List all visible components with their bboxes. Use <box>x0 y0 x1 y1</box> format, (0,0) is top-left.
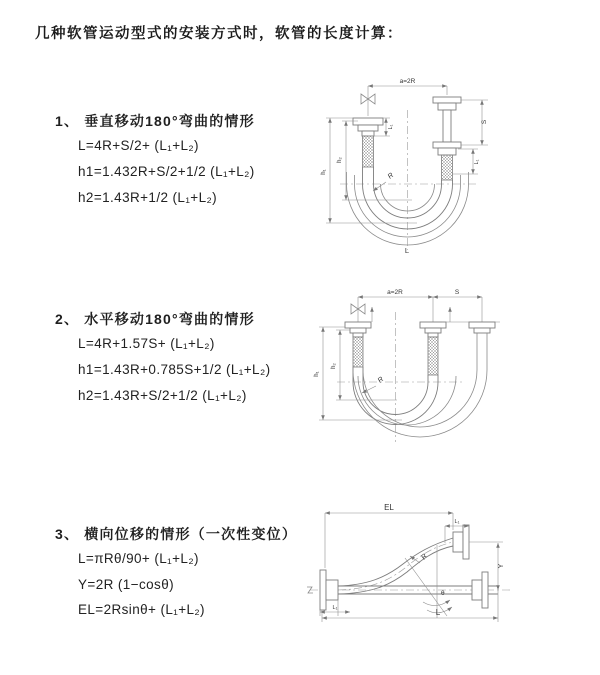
dim-a2r-label: a=2R <box>387 289 403 296</box>
section-3-formula-Y: Y=2R (1−cosθ) <box>78 577 174 592</box>
section-3-formula-L: L=πRθ/90+ (L₁+L₂) <box>78 551 199 566</box>
section-1-formula-h1: h1=1.432R+S/2+1/2 (L₁+L₂) <box>78 164 255 179</box>
dim-theta-label: θ <box>441 590 445 597</box>
dim-r-label: R <box>376 375 386 385</box>
right-hose-connector <box>433 86 461 184</box>
dim-y-label: Y <box>498 563 505 569</box>
middle-hose-connector <box>420 297 446 382</box>
section-2-heading: 2、 水平移动180°弯曲的情形 <box>55 311 255 327</box>
left-flange <box>320 570 338 610</box>
dim-h2-label: h₂ <box>337 157 343 163</box>
dim-h1-label: h₁ <box>321 169 327 175</box>
shifted-hose-connector <box>442 297 500 370</box>
dim-l1-left-label: L₁ <box>388 124 394 130</box>
page-title: 几种软管运动型式的安装方式时，软管的长度计算： <box>35 26 403 42</box>
top-right-flange <box>453 525 469 559</box>
dimension-lines <box>320 513 503 622</box>
hose-u-bend <box>353 370 487 437</box>
dim-r-label: R <box>420 552 429 562</box>
diagram-vertical-180-bend <box>312 72 597 257</box>
section-2-formula-h1: h1=1.43R+0.785S+1/2 (L₁+L₂) <box>78 362 271 377</box>
dim-a2r-label: a=2R <box>399 78 416 85</box>
dim-l-label: L <box>435 608 441 617</box>
dim-s-label: S <box>481 119 488 125</box>
section-2-formula-L: L=4R+1.57S+ (L₁+L₂) <box>78 336 215 351</box>
dim-l-label: L <box>404 246 410 255</box>
dim-h1-label: h₁ <box>314 371 320 377</box>
dimension-lines <box>326 86 488 223</box>
dim-el-label: EL <box>384 503 394 512</box>
left-hose-connector <box>353 86 383 184</box>
diagram-horizontal-180-bend <box>312 282 600 447</box>
section-2-formula-h2: h2=1.43R+S/2+1/2 (L₁+L₂) <box>78 388 247 403</box>
dim-l1-bottom-label: L₁ <box>332 605 338 611</box>
right-flange <box>472 572 498 608</box>
dim-h2-label: h₂ <box>331 363 337 369</box>
dim-s-label: S <box>454 289 460 296</box>
section-3-heading: 3、 横向位移的情形（一次性变位） <box>55 526 298 542</box>
dim-l1-right-label: L₁ <box>474 159 480 165</box>
section-1-heading: 1、 垂直移动180°弯曲的情形 <box>55 113 255 129</box>
dim-r-label: R <box>386 171 396 181</box>
diagram-lateral-displacement <box>305 500 600 650</box>
dim-l1-top-label: L₁ <box>454 519 460 525</box>
dimension-lines <box>319 297 482 420</box>
section-1-formula-h2: h2=1.43R+1/2 (L₁+L₂) <box>78 190 218 205</box>
section-3-formula-EL: EL=2Rsinθ+ (L₁+L₂) <box>78 602 205 617</box>
left-hose-connector <box>345 297 371 382</box>
section-1-formula-L: L=4R+S/2+ (L₁+L₂) <box>78 138 199 153</box>
